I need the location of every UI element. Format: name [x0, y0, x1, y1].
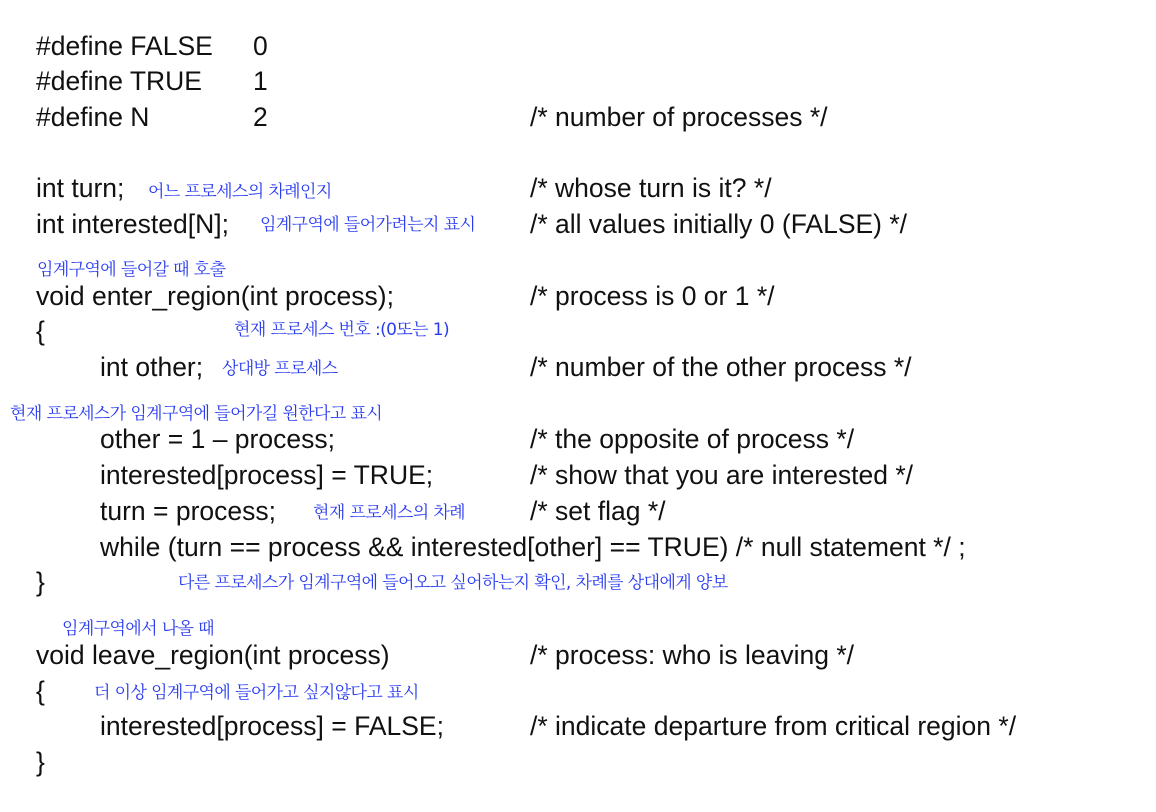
interested-comment: /* all values initially 0 (FALSE) */: [530, 209, 908, 239]
turn-assign-note: 현재 프로세스의 차례: [313, 503, 466, 523]
interested-true-line: interested[process] = TRUE;: [100, 460, 434, 490]
turn-declaration: int turn;: [36, 173, 125, 203]
define-true-line: #define TRUE: [36, 66, 202, 96]
define-true-value: 1: [253, 66, 268, 96]
other-note: 상대방 프로세스: [222, 359, 338, 379]
other-assign-comment: /* the opposite of process */: [530, 424, 855, 454]
leave-close-brace: }: [36, 747, 45, 777]
want-enter-note: 현재 프로세스가 임계구역에 들어가길 원한다고 표시: [10, 404, 383, 424]
other-declaration: int other;: [100, 352, 204, 382]
define-false-line: #define FALSE: [36, 31, 213, 61]
interested-false-comment: /* indicate departure from critical region */: [530, 711, 1017, 741]
interested-false-line: interested[process] = FALSE;: [100, 711, 444, 741]
enter-region-note: 임계구역에 들어갈 때 호출: [37, 260, 226, 280]
interested-declaration: int interested[N];: [36, 209, 229, 239]
leave-body-note: 더 이상 임계구역에 들어가고 싶지않다고 표시: [94, 683, 419, 703]
leave-open-brace: {: [36, 676, 45, 706]
enter-region-signature: void enter_region(int process);: [36, 281, 394, 311]
define-n-line: #define N: [36, 102, 150, 132]
interested-true-comment: /* show that you are interested */: [530, 460, 913, 490]
turn-assign-comment: /* set flag */: [530, 496, 666, 526]
while-note: 다른 프로세스가 임계구역에 들어오고 싶어하는지 확인, 차례를 상대에게 양보: [178, 573, 728, 593]
enter-region-comment: /* process is 0 or 1 */: [530, 281, 775, 311]
turn-note: 어느 프로세스의 차례인지: [148, 182, 332, 202]
other-comment: /* number of the other process */: [530, 352, 912, 382]
leave-region-note: 임계구역에서 나올 때: [62, 619, 215, 639]
while-line: while (turn == process && interested[other] == TRUE) /* null statement */ ;: [100, 532, 966, 562]
leave-region-comment: /* process: who is leaving */: [530, 640, 855, 670]
leave-region-signature: void leave_region(int process): [36, 640, 390, 670]
interested-note: 임계구역에 들어가려는지 표시: [260, 215, 476, 235]
turn-comment: /* whose turn is it? */: [530, 173, 772, 203]
process-param-note: 현재 프로세스 번호 :(0또는 1): [234, 320, 450, 340]
enter-close-brace: }: [36, 567, 45, 597]
other-assign-line: other = 1 – process;: [100, 424, 335, 454]
enter-open-brace: {: [36, 316, 45, 346]
turn-assign-line: turn = process;: [100, 496, 277, 526]
define-n-value: 2: [253, 102, 268, 132]
define-false-value: 0: [253, 31, 268, 61]
define-n-comment: /* number of processes */: [530, 102, 828, 132]
